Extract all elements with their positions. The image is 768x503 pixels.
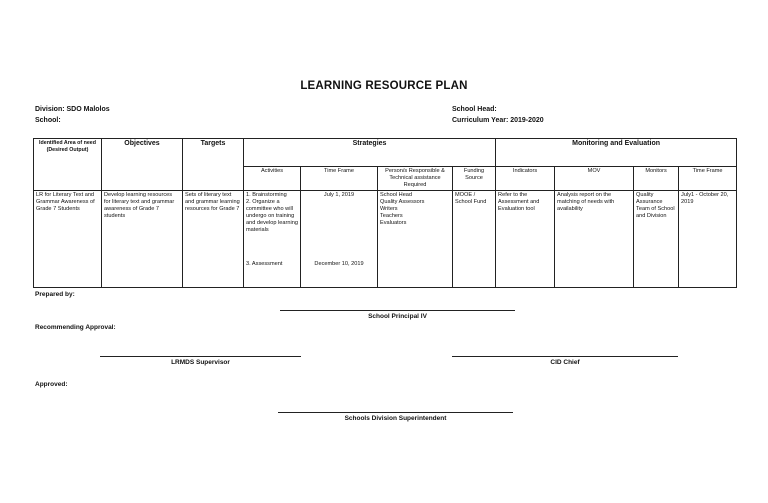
cell-persons: School Head Quality Assessors Writers Teachers Evaluators [378,190,453,287]
subheader-persons: Person/s Responsible & Technical assistance Required [378,167,453,191]
cid-signature-line [452,356,678,357]
cell-mov: Analysis report on the matching of needs with availability [555,190,634,287]
cell-me-time-frame: July1 - October 20, 2019 [679,190,737,287]
header-targets: Targets [183,139,244,167]
curriculum-year-label: Curriculum Year: 2019-2020 [452,117,544,124]
activities-part-2: 3. Assessment [246,260,283,267]
cell-monitors: Quality Assurance Team of School and Division [634,190,679,287]
cell-activities [244,190,301,287]
cell-time-frame [301,190,378,287]
cell-area: LR for Literary Text and Grammar Awareness of Grade 7 Students [34,190,102,287]
activities-part-1: 1. Brainstorming 2. Organize a committee who will undergo on training and develop learning materials [246,191,298,233]
approved-label: Approved: [35,381,68,388]
header-area: Identified Area of need (Desired Output) [34,139,102,167]
cell-objectives: Develop learning resources for literary text and grammar awareness of Grade 7 students [102,190,183,287]
lrmds-signature-line [100,356,301,357]
table-row [34,190,737,287]
sds-title: Schools Division Superintendent [344,415,447,422]
school-label: School: [35,117,61,124]
time-frame-1: July 1, 2019 [323,191,355,198]
principal-title: School Principal IV [368,313,427,320]
header-objectives: Objectives [102,139,183,167]
subheader-mov: MOV [555,167,634,191]
header-area-cont [34,167,102,191]
recommending-approval-label: Recommending Approval: [35,324,116,331]
header-objectives-cont [102,167,183,191]
lrmds-title: LRMDS Supervisor [171,359,230,366]
time-frame-2: December 10, 2019 [314,260,364,267]
cell-targets: Sets of literary text and grammar learning resources for Grade 7 [183,190,244,287]
subheader-indicators: Indicators [496,167,555,191]
prepared-by-label: Prepared by: [35,291,75,298]
cell-funding: MOOE / School Fund [453,190,496,287]
subheader-monitors: Monitors [634,167,679,191]
header-strategies: Strategies [244,139,496,167]
cell-indicators: Refer to the Assessment and Evaluation tool [496,190,555,287]
header-monitoring: Monitoring and Evaluation [496,139,737,167]
cid-title: CID Chief [550,359,580,366]
plan-table [33,138,737,288]
subheader-activities: Activities [244,167,301,191]
header-targets-cont [183,167,244,191]
subheader-funding: Funding Source [453,167,496,191]
page-title: LEARNING RESOURCE PLAN [300,80,468,92]
subheader-me-time-frame: Time Frame [679,167,737,191]
school-head-label: School Head: [452,106,497,113]
subheader-time-frame: Time Frame [301,167,378,191]
division-label: Division: SDO Malolos [35,106,110,113]
principal-signature-line [280,310,515,311]
sds-signature-line [278,412,513,413]
